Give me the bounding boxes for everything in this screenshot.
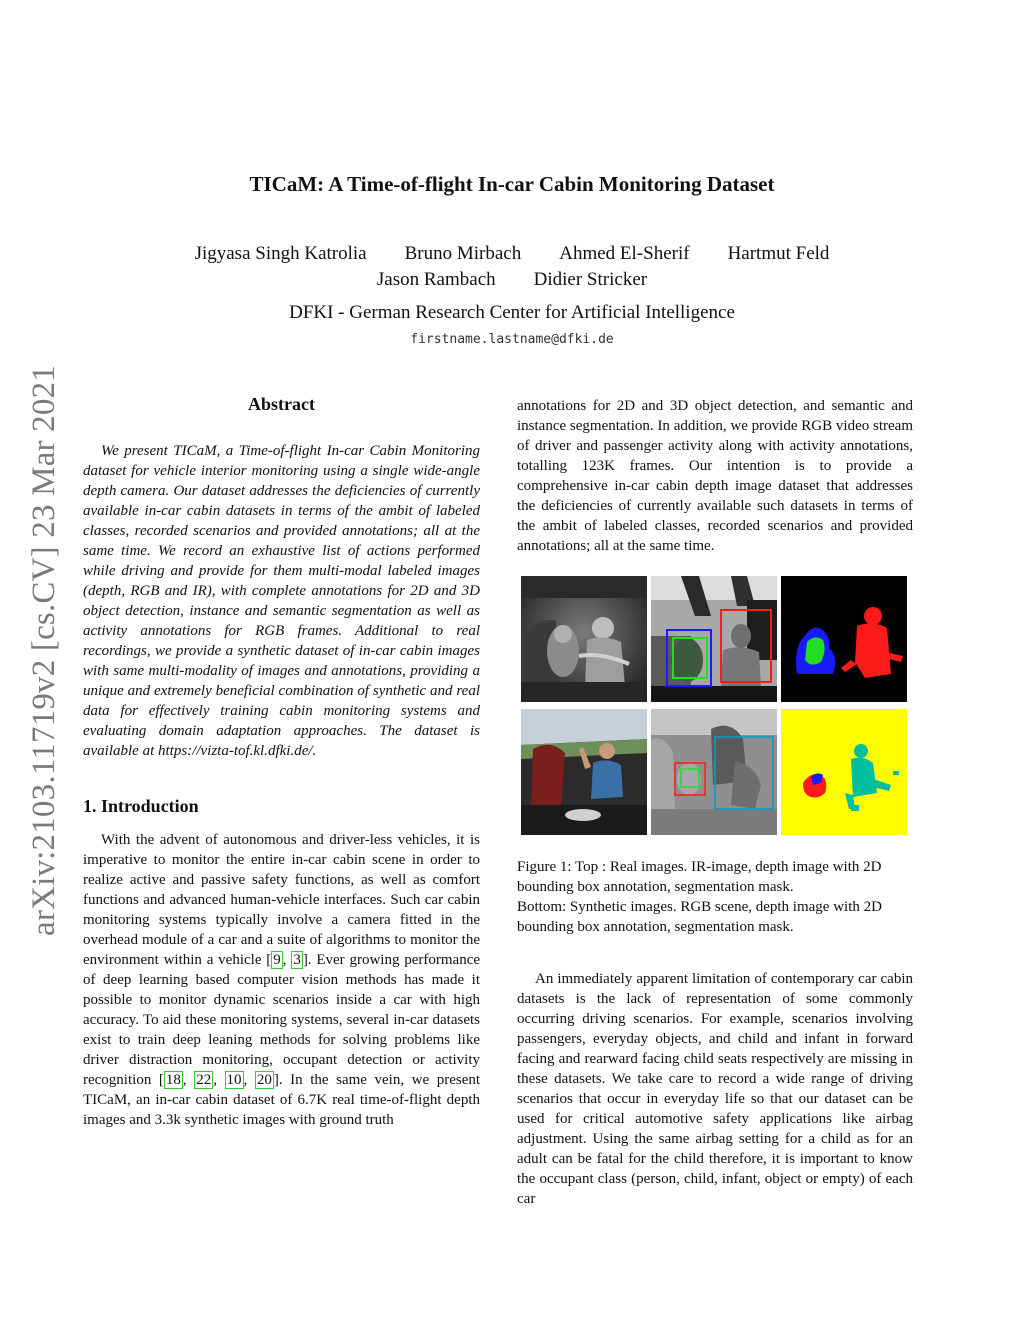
author-email: firstname.lastname@dfki.de — [410, 332, 614, 347]
author-list — [0, 241, 1024, 293]
real-segmentation-mask — [781, 576, 907, 702]
intro-text-1: With the advent of autonomous and driver-less vehicles, it is imperative to monitor the entire in-car cabin scene in order to realize active and passive safety functions, as well as comfort functions and advanced human-vehicle interfaces. Such car cabin monitoring systems typically involve a camera fitted in the overhead module of a car and a suite of algorithms to monitor the environment within a vehicle [ — [83, 832, 480, 968]
intro-continued-paragraph: annotations for 2D and 3D object detection, and semantic and instance segmentation. In addition, we provide RGB video stream of driver and passenger activity along with activity annotations, totalling 123K frames. Our intention is to provide a comprehensive in-car cabin depth image dataset that addresses the deficiencies of currently available such datasets in terms of the ambit of labeled classes, recorded scenarios and provided annotations; all at the same time. — [517, 398, 913, 554]
intro-text-2: ]. Ever growing performance of deep learning based computer vision methods has made it possible to monitor dynamic scenarios inside a car with high accuracy. To aid these monitoring systems, several in-car datasets exist to train deep leaning methods for solving problems like driver distraction monitoring, occupant detection or activity recognition [ — [83, 952, 481, 1088]
arxiv-side-label: arXiv:2103.11719v2 [cs.CV] 23 Mar 2021 — [25, 364, 62, 936]
citation-link[interactable]: 18 — [165, 1072, 181, 1088]
citation-separator: , — [213, 1072, 225, 1088]
synthetic-rgb-image — [521, 709, 647, 835]
author-3: Ahmed El-Sherif — [559, 243, 690, 264]
left-column — [83, 394, 480, 1130]
caption-line-top: Figure 1: Top : Real images. IR-image, depth image with 2D bounding box annotation, segmentation mask. — [517, 859, 882, 895]
citation-separator: , — [282, 952, 292, 968]
introduction-heading: 1. Introduction — [83, 796, 199, 816]
author-4: Hartmut Feld — [727, 243, 830, 264]
paper-title: TICaM: A Time-of-flight In-car Cabin Monitoring Dataset — [249, 172, 775, 196]
abstract-heading: Abstract — [248, 394, 315, 414]
caption-line-bottom: Bottom: Synthetic images. RGB scene, depth image with 2D bounding box annotation, segmentation mask. — [517, 899, 882, 935]
citation-link[interactable]: 20 — [256, 1072, 272, 1088]
introduction-paragraph — [83, 830, 480, 1130]
real-ir-image — [521, 576, 647, 702]
figure-1 — [521, 576, 913, 835]
synthetic-segmentation-mask — [781, 709, 907, 835]
limitations-paragraph: An immediately apparent limitation of contemporary car cabin datasets is the lack of representation of some commonly occurring driving scenarios. For example, scenarios involving passengers, everyday objects, and child and infant in forward facing and rearward facing child seats respectively are missing in these datasets. We take care to record a wide range of driving scenarios that occur in everyday life so that our dataset can be used for critical automotive safety applications like airbag adjustment. Using the same airbag setting for a child as for an adult can be fatal for the child therefore, it is important to know the occupant class (person, child, infant, object or empty) of each car — [517, 971, 913, 1207]
citation-separator: , — [243, 1072, 255, 1088]
intro-text-3: ]. In the same vein, we present TICaM, an in-car cabin dataset of 6.7K real time-of-flight depth images and 3.3k synthetic images with ground truth — [83, 1072, 481, 1128]
citation-separator: , — [182, 1072, 195, 1088]
affiliation: DFKI - German Research Center for Artificial Intelligence — [289, 302, 735, 323]
citation-link[interactable]: 9 — [273, 952, 281, 968]
author-2: Bruno Mirbach — [404, 243, 522, 264]
citation-link[interactable]: 3 — [293, 952, 301, 968]
synthetic-depth-image — [651, 709, 777, 835]
right-column — [517, 396, 913, 1209]
figure-caption — [517, 857, 913, 937]
author-1: Jigyasa Singh Katrolia — [194, 243, 367, 264]
abstract-text: We present TICaM, a Time-of-flight In-car Cabin Monitoring dataset for vehicle interior monitoring using a single wide-angle depth camera. Our dataset addresses the deficiencies of currently available in-car cabin datasets in terms of the ambit of labeled classes, recorded scenarios and provided annotations; all at the same time. We record an exhaustive list of actions performed while driving and provide for them multi-modal labeled images (depth, RGB and IR), with complete annotations for 2D and 3D object detection, instance and semantic segmentation as well as activity annotations for RGB frames. Additional to real recordings, we provide a synthetic dataset of in-car cabin images with same multi-modality of images and annotations, providing a unique and extremely beneficial combination of synthetic and real data for effectively training cabin monitoring systems and evaluating domain adaptation approaches. The dataset is available at https://vizta-tof.kl.dfki.de/. — [83, 443, 480, 759]
citation-link[interactable]: 22 — [196, 1072, 212, 1088]
citation-link[interactable]: 10 — [226, 1072, 242, 1088]
arxiv-side-label-wrap — [20, 300, 68, 1000]
author-6: Didier Stricker — [533, 269, 648, 290]
real-depth-image — [651, 576, 777, 702]
author-5: Jason Rambach — [376, 269, 496, 290]
